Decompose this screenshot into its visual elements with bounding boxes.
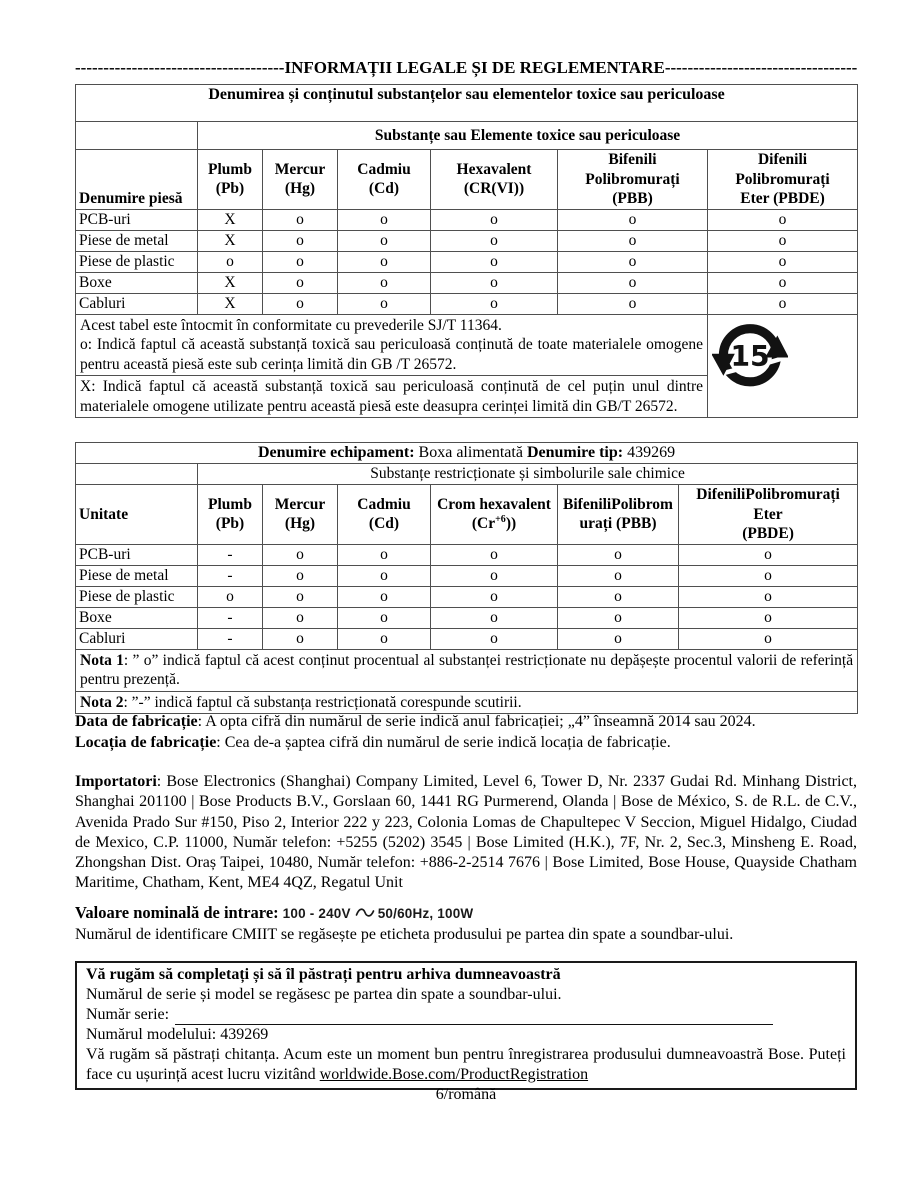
column-header: BifeniliPolibrom urați (PBB) (558, 485, 679, 545)
value-cell: o (338, 607, 431, 628)
serial-number-line (86, 1005, 846, 1025)
value-cell: o (558, 293, 708, 314)
note-o-meaning: o: Indică faptul că această substanță toxică sau periculoasă conținută de toate materialele omogene pentru această piesă este sub cerința limită din GB /T 26572. (80, 336, 703, 373)
value-cell: o (558, 586, 679, 607)
value-cell: o (431, 272, 558, 293)
value-cell: o (431, 628, 558, 649)
value-cell: o (263, 586, 338, 607)
value-cell: - (198, 607, 263, 628)
record-box-title: Vă rugăm să completați și să îl păstrați pentru arhiva dumneavoastră (86, 966, 561, 983)
value-cell: o (558, 544, 679, 565)
nota-2: Nota 2: ”-” indică faptul că substanța restricționată corespunde scutirii. (76, 691, 858, 714)
value-cell: - (198, 565, 263, 586)
table-title-row (76, 85, 858, 122)
value-cell: o (431, 607, 558, 628)
manufacture-date-line: Data de fabricație: A opta cifră din numărul de serie indică anul fabricației; „4” înseamnă 2014 sau 2024. (75, 713, 756, 730)
table-note-row (76, 649, 858, 691)
value-cell: o (431, 209, 558, 230)
table-row (76, 628, 858, 649)
value-cell: o (263, 209, 338, 230)
value-cell: o (431, 544, 558, 565)
value-cell: o (431, 293, 558, 314)
value-cell: X (198, 209, 263, 230)
serial-model-location-line: Numărul de serie și model se regăsesc pe partea din spate a soundbar-ului. (86, 985, 562, 1003)
value-cell: o (679, 628, 858, 649)
row-label-cell: Boxe (76, 272, 198, 293)
table-title: Denumirea și conținutul substanțelor sau elementelor toxice sau periculoase (76, 85, 858, 122)
ac-sine-wave-icon (355, 908, 375, 918)
header-dashes-left: ------------------------------------- (75, 58, 285, 77)
column-header-row (76, 485, 858, 545)
header-dashes-right: ---------------------------------- (664, 58, 857, 77)
empty-cell (76, 464, 198, 485)
note-sjt: Acest tabel este întocmit în conformitate cu prevederile SJ/T 11364. (80, 316, 502, 334)
column-header: Crom hexavalent $(Cr^{+6})$) (431, 485, 558, 545)
restricted-substances-table (75, 442, 858, 714)
value-cell: o (338, 544, 431, 565)
efup-icon-cell (708, 314, 858, 418)
value-cell: o (679, 565, 858, 586)
importers-paragraph: Importatori: Bose Electronics (Shanghai) Company Limited, Level 6, Tower D, Nr. 2337 Gudai Rd. Minhang District, Shanghai 201100 | Bose Products B.V., Gorslaan 60, 1441 RG Purmerend, Olanda | Bose de México, S. de R.L. de C.V., Avenida Prado Sur #150, Piso 2, Interior 222 y 223, Colonia Lomas de Chapultepec V Seccion, Miguel Hidalgo, Ciudad de Mexico, C.P. 11000, Număr telefon: +5255 (5202) 3545 | Bose Limited (H.K.), 7F, Nr. 2, Sec.3, Minsheng E. Road, Zhongshan Dist. Oraș Taipei, 10480, Număr telefon: +886-2-2514 7676 | Bose Limited, Bose House, Quayside Chatham Maritime, Chatham, Kent, ME4 4QZ, Regatul Unit (75, 773, 857, 892)
value-cell: o (338, 293, 431, 314)
table-subheader: Substanțe restricționate și simbolurile sale chimice (198, 464, 858, 485)
serial-number-blank (175, 1009, 773, 1025)
value-cell: o (338, 251, 431, 272)
value-cell: o (679, 607, 858, 628)
column-header: Cadmiu (Cd) (338, 150, 431, 210)
table-row (76, 607, 858, 628)
manufacture-info (75, 712, 857, 753)
table-row (76, 293, 858, 314)
value-cell: o (338, 628, 431, 649)
value-cell: o (558, 209, 708, 230)
table-row (76, 209, 858, 230)
toxic-substances-table (75, 84, 858, 418)
value-cell: o (338, 272, 431, 293)
table-title-row (76, 443, 858, 464)
table-subheader-row (76, 122, 858, 150)
serial-number-label: Număr serie: (86, 1005, 170, 1023)
value-cell: o (558, 565, 679, 586)
table-row (76, 565, 858, 586)
value-cell: o (263, 565, 338, 586)
table-note-row (76, 691, 858, 714)
equipment-title: Denumire echipament: Boxa alimentată Denumire tip: 439269 (76, 443, 858, 464)
column-header: Mercur (Hg) (263, 150, 338, 210)
value-cell: X (198, 230, 263, 251)
svg-text:15: 15 (730, 339, 770, 373)
row-label-cell: Piese de metal (76, 230, 198, 251)
row-label-cell: Piese de plastic (76, 251, 198, 272)
column-header: Unitate (76, 485, 198, 545)
column-header: Plumb (Pb) (198, 485, 263, 545)
column-header: Cadmiu (Cd) (338, 485, 431, 545)
value-cell: o (708, 293, 858, 314)
value-cell: o (198, 251, 263, 272)
value-cell: o (263, 293, 338, 314)
row-label-cell: Cabluri (76, 293, 198, 314)
value-cell: o (431, 586, 558, 607)
rating-value: 100 - 240V 50/60Hz, 100W (282, 906, 474, 921)
table-row (76, 272, 858, 293)
rating-label: Valoare nominală de intrare: (75, 903, 279, 922)
note-x-meaning: X: Indică faptul că această substanță toxică sau periculoasă conținută de cel puțin unul dintre materialele omogene utilizate pentru această piesă este deasupra cerinței limită din GB/T 26572. (76, 376, 708, 418)
column-header: Difenili Polibromurați Eter (PBDE) (708, 150, 858, 210)
value-cell: o (708, 230, 858, 251)
value-cell: - (198, 628, 263, 649)
value-cell: o (558, 230, 708, 251)
value-cell: o (708, 209, 858, 230)
efup-15-recycle-icon (712, 318, 788, 394)
table-row (76, 544, 858, 565)
value-cell: o (263, 628, 338, 649)
column-header: Hexavalent (CR(VI)) (431, 150, 558, 210)
value-cell: o (431, 251, 558, 272)
row-label-cell: Piese de metal (76, 565, 198, 586)
table-row (76, 251, 858, 272)
value-cell: o (431, 565, 558, 586)
power-rating-section (75, 903, 857, 945)
column-header: Mercur (Hg) (263, 485, 338, 545)
value-cell: - (198, 544, 263, 565)
table-subheader: Substanțe sau Elemente toxice sau periculoase (198, 122, 858, 150)
column-header-row (76, 150, 858, 210)
value-cell: o (263, 272, 338, 293)
row-label-cell: PCB-uri (76, 544, 198, 565)
value-cell: o (338, 230, 431, 251)
product-registration-link[interactable]: worldwide.Bose.com/ProductRegistration (319, 1065, 589, 1083)
table-note-row (76, 314, 858, 376)
table-row (76, 230, 858, 251)
value-cell: o (708, 272, 858, 293)
rating-line (75, 903, 857, 925)
value-cell: o (431, 230, 558, 251)
row-label-cell: Boxe (76, 607, 198, 628)
value-cell: o (679, 586, 858, 607)
value-cell: o (558, 628, 679, 649)
nota-1: Nota 1: ” o” indică faptul că acest conținut procentual al substanței restricționate nu depășește procentul valorii de referință pentru prezență. (76, 649, 858, 691)
model-number-line: Numărul modelului: 439269 (86, 1025, 269, 1043)
empty-cell (76, 122, 198, 150)
row-label-cell: Piese de plastic (76, 586, 198, 607)
column-header: Bifenili Polibromurați (PBB) (558, 150, 708, 210)
importers-section (75, 772, 857, 894)
value-cell: o (263, 607, 338, 628)
value-cell: o (558, 272, 708, 293)
value-cell: X (198, 293, 263, 314)
value-cell: o (679, 544, 858, 565)
value-cell: o (263, 230, 338, 251)
value-cell: o (338, 565, 431, 586)
cmiit-line: Numărul de identificare CMIIT se regăsește pe eticheta produsului pe partea din spate a soundbar-ului. (75, 925, 734, 943)
manufacture-location-line: Locația de fabricație: Cea de-a șaptea cifră din numărul de serie indică locația de fabricație. (75, 733, 671, 751)
value-cell: o (558, 251, 708, 272)
column-header: DifeniliPolibromurați Eter (PBDE) (679, 485, 858, 545)
table-subheader-row (76, 464, 858, 485)
value-cell: o (263, 251, 338, 272)
value-cell: o (338, 209, 431, 230)
value-cell: o (558, 607, 679, 628)
table-note-o (76, 314, 708, 376)
registration-line: Vă rugăm să păstrați chitanța. Acum este un moment bun pentru înregistrarea produsului dumneavoastră Bose. Puteți face cu ușurință acest lucru vizitând worldwide.Bose.com/ProductRegistration (86, 1045, 846, 1083)
row-label-cell: PCB-uri (76, 209, 198, 230)
page-number: 6/română (435, 1086, 497, 1103)
value-cell: o (263, 544, 338, 565)
row-label-cell: Cabluri (76, 628, 198, 649)
column-header: Denumire piesă (76, 150, 198, 210)
page-title: INFORMAȚII LEGALE ȘI DE REGLEMENTARE (284, 58, 665, 77)
value-cell: o (198, 586, 263, 607)
value-cell: o (708, 251, 858, 272)
table-row (76, 586, 858, 607)
value-cell: o (338, 586, 431, 607)
column-header: Plumb (Pb) (198, 150, 263, 210)
section-header (75, 58, 857, 78)
record-keeping-box (75, 961, 857, 1090)
value-cell: X (198, 272, 263, 293)
